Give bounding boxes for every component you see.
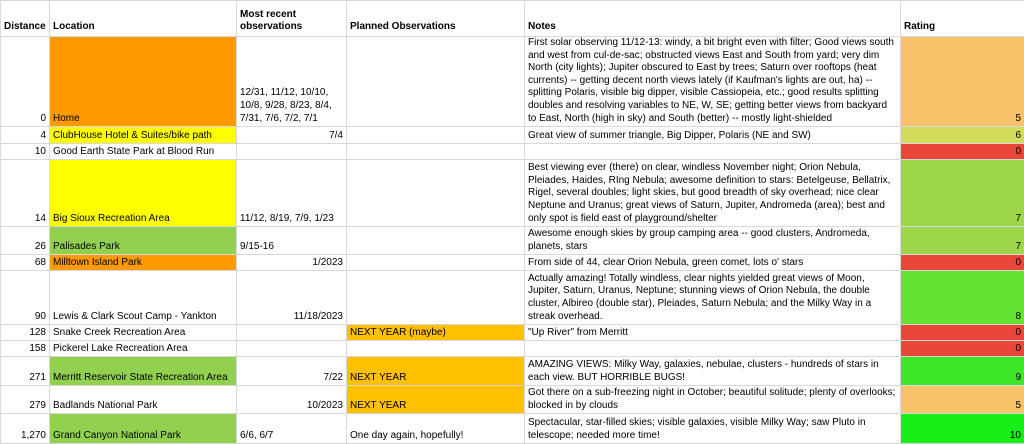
planned-observations-cell[interactable] — [347, 227, 525, 255]
recent-observations-cell[interactable] — [237, 341, 347, 357]
location-cell[interactable]: Pickerel Lake Recreation Area — [50, 341, 237, 357]
table-row — [1, 386, 1024, 414]
notes-cell[interactable] — [525, 341, 901, 357]
distance-cell[interactable]: 0 — [1, 37, 50, 127]
table-row — [1, 341, 1024, 357]
recent-observations-cell[interactable] — [237, 144, 347, 160]
header-planned[interactable]: Planned Observations — [347, 1, 525, 37]
planned-observations-cell[interactable] — [347, 127, 525, 144]
table-row — [1, 271, 1024, 325]
distance-cell[interactable]: 271 — [1, 357, 50, 386]
rating-cell[interactable]: 5 — [901, 37, 1024, 127]
rating-cell[interactable]: 7 — [901, 160, 1024, 227]
distance-cell[interactable]: 68 — [1, 255, 50, 271]
planned-observations-cell[interactable] — [347, 160, 525, 227]
rating-cell[interactable]: 0 — [901, 341, 1024, 357]
location-cell[interactable]: Good Earth State Park at Blood Run — [50, 144, 237, 160]
planned-observations-cell[interactable] — [347, 271, 525, 325]
notes-cell[interactable]: From side of 44, clear Orion Nebula, green comet, lots o' stars — [525, 255, 901, 271]
planned-observations-cell[interactable] — [347, 144, 525, 160]
header-recent[interactable]: Most recent observations — [237, 1, 347, 37]
recent-observations-cell[interactable]: 9/15-16 — [237, 227, 347, 255]
distance-cell[interactable]: 26 — [1, 227, 50, 255]
location-cell[interactable]: Merritt Reservoir State Recreation Area — [50, 357, 237, 386]
distance-cell[interactable]: 1,270 — [1, 414, 50, 444]
table-row — [1, 414, 1024, 444]
location-cell[interactable]: Lewis & Clark Scout Camp - Yankton — [50, 271, 237, 325]
location-cell[interactable]: ClubHouse Hotel & Suites/bike path — [50, 127, 237, 144]
table-row — [1, 357, 1024, 386]
notes-cell[interactable]: Got there on a sub-freezing night in October; beautiful solitude; plenty of overlooks; blocked in by clouds — [525, 386, 901, 414]
distance-cell[interactable]: 90 — [1, 271, 50, 325]
rating-cell[interactable]: 6 — [901, 127, 1024, 144]
notes-cell[interactable]: "Up River" from Merritt — [525, 325, 901, 341]
header-location[interactable]: Location — [50, 1, 237, 37]
table-row — [1, 37, 1024, 127]
rating-cell[interactable]: 8 — [901, 271, 1024, 325]
recent-observations-cell[interactable] — [237, 325, 347, 341]
table-row — [1, 325, 1024, 341]
planned-observations-cell[interactable]: One day again, hopefully! — [347, 414, 525, 444]
rating-cell[interactable]: 5 — [901, 386, 1024, 414]
recent-observations-cell[interactable]: 11/12, 8/19, 7/9, 1/23 — [237, 160, 347, 227]
rating-cell[interactable]: 9 — [901, 357, 1024, 386]
recent-observations-cell[interactable]: 10/2023 — [237, 386, 347, 414]
location-cell[interactable]: Milltown Island Park — [50, 255, 237, 271]
distance-cell[interactable]: 4 — [1, 127, 50, 144]
rating-cell[interactable]: 10 — [901, 414, 1024, 444]
table-row — [1, 160, 1024, 227]
table-row — [1, 227, 1024, 255]
table-row — [1, 144, 1024, 160]
planned-observations-cell[interactable] — [347, 255, 525, 271]
rating-cell[interactable]: 0 — [901, 255, 1024, 271]
rating-cell[interactable]: 7 — [901, 227, 1024, 255]
location-cell[interactable]: Badlands National Park — [50, 386, 237, 414]
table-row — [1, 255, 1024, 271]
distance-cell[interactable]: 14 — [1, 160, 50, 227]
recent-observations-cell[interactable]: 12/31, 11/12, 10/10, 10/8, 9/28, 8/23, 8/4, 7/31, 7/6, 7/2, 7/1 — [237, 37, 347, 127]
recent-observations-cell[interactable]: 1/2023 — [237, 255, 347, 271]
location-cell[interactable]: Home — [50, 37, 237, 127]
notes-cell[interactable]: AMAZING VIEWS: Milky Way, galaxies, nebulae, clusters - hundreds of stars in each view. BUT HORRIBLE BUGS! — [525, 357, 901, 386]
notes-cell[interactable]: Great view of summer triangle, Big Dipper, Polaris (NE and SW) — [525, 127, 901, 144]
recent-observations-cell[interactable]: 7/4 — [237, 127, 347, 144]
planned-observations-cell[interactable]: NEXT YEAR — [347, 386, 525, 414]
distance-cell[interactable]: 158 — [1, 341, 50, 357]
notes-cell[interactable]: Actually amazing! Totally windless, clear nights yielded great views of Moon, Jupiter, Saturn, Uranus, Neptune; stunning views of Orion Nebula, the double cluster, Albireo (double star), Pleiades, Saturn Nebula; and the Milky Way in a streak overhead. — [525, 271, 901, 325]
notes-cell[interactable]: Spectacular, star-filled skies; visible galaxies, visible Milky Way; saw Pluto in telescope; needed more time! — [525, 414, 901, 444]
planned-observations-cell[interactable] — [347, 37, 525, 127]
location-cell[interactable]: Snake Creek Recreation Area — [50, 325, 237, 341]
table-row — [1, 127, 1024, 144]
rating-cell[interactable]: 0 — [901, 144, 1024, 160]
notes-cell[interactable]: Awesome enough skies by group camping area -- good clusters, Andromeda, planets, stars — [525, 227, 901, 255]
recent-observations-cell[interactable]: 6/6, 6/7 — [237, 414, 347, 444]
location-cell[interactable]: Big Sioux Recreation Area — [50, 160, 237, 227]
distance-cell[interactable]: 10 — [1, 144, 50, 160]
header-notes[interactable]: Notes — [525, 1, 901, 37]
notes-cell[interactable]: Best viewing ever (there) on clear, windless November night; Orion Nebula, Pleiades, Haides, RIng Nebula; awesome definition to stars: Betelgeuse, Bellatrix, Rigel, several doubles; light skies, but good breadth of sky overhead; nice clear Neptune and Uranus; great views of Saturn, Jupiter, Andromeda (area); best and only spot is field east of playground/shelter — [525, 160, 901, 227]
planned-observations-cell[interactable]: NEXT YEAR (maybe) — [347, 325, 525, 341]
recent-observations-cell[interactable]: 7/22 — [237, 357, 347, 386]
location-cell[interactable]: Grand Canyon National Park — [50, 414, 237, 444]
header-rating[interactable]: Rating — [901, 1, 1024, 37]
planned-observations-cell[interactable] — [347, 341, 525, 357]
distance-cell[interactable]: 279 — [1, 386, 50, 414]
rating-cell[interactable]: 0 — [901, 325, 1024, 341]
distance-cell[interactable]: 128 — [1, 325, 50, 341]
notes-cell[interactable]: First solar observing 11/12-13: windy, a bit bright even with filter; Good views south and west from cul-de-sac; obstructed views East and South from yard; very dim North (city lights); Jupiter obscured to East by trees; Saturn over rooftops (heat currents) -- getting decent north views lately (if Kaufman's lights are out, ha) -- splitting Polaris, visible big dipper, visible Cassiopeia, etc.; good results splitting doubles and resolving variables to NE, W, SE; getting better views from backyard to East, North (high in sky) and South (better) -- mostly light-shielded — [525, 37, 901, 127]
recent-observations-cell[interactable]: 11/18/2023 — [237, 271, 347, 325]
header-distance[interactable]: Distance — [1, 1, 50, 37]
notes-cell[interactable] — [525, 144, 901, 160]
header-row — [1, 1, 1024, 37]
planned-observations-cell[interactable]: NEXT YEAR — [347, 357, 525, 386]
location-cell[interactable]: Palisades Park — [50, 227, 237, 255]
